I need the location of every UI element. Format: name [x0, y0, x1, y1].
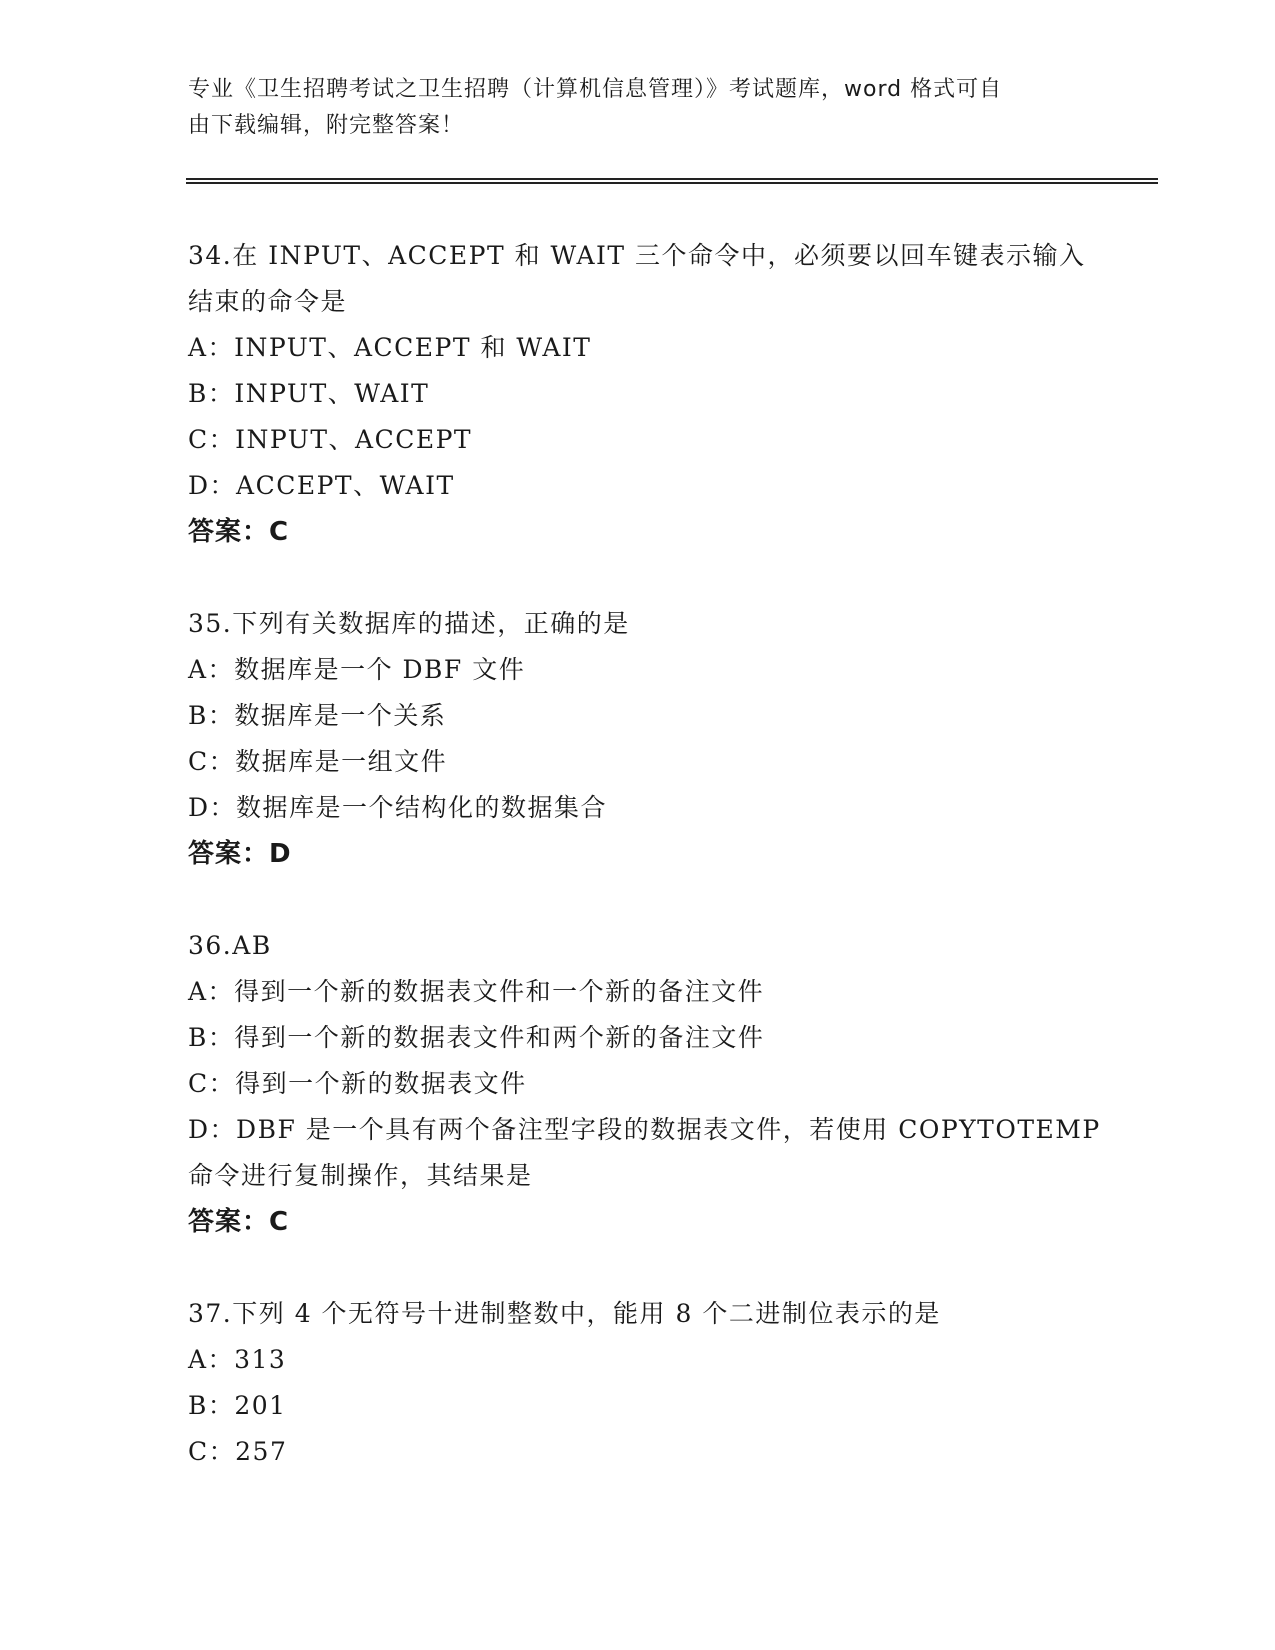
answer-option [188, 647, 1088, 693]
answer-option [188, 325, 1088, 371]
answer-key: 答案：C [188, 1207, 290, 1237]
option-key: B： [188, 701, 235, 730]
question-stem: 结束的命令是 [188, 287, 348, 316]
option-text: 313 [234, 1345, 287, 1374]
answer-option [188, 1383, 1088, 1429]
answer-option [188, 1015, 1088, 1061]
option-key: D： [188, 1115, 237, 1144]
question-block [188, 233, 1088, 555]
question-stem: 37.下列 4 个无符号十进制整数中，能用 8 个二进制位表示的是 [188, 1299, 941, 1328]
answer-option [188, 739, 1088, 785]
option-key: C： [188, 1069, 236, 1098]
header-divider [186, 178, 1158, 184]
question-block [188, 1291, 1088, 1475]
option-text: 命令进行复制操作，其结果是 [188, 1161, 533, 1190]
option-text: DBF 是一个具有两个备注型字段的数据表文件，若使用 COPYTOTEMP [236, 1115, 1101, 1144]
option-text: 数据库是一个结构化的数据集合 [236, 793, 608, 822]
option-text: 得到一个新的数据表文件 [235, 1069, 527, 1098]
question-stem: 34.在 INPUT、ACCEPT 和 WAIT 三个命令中，必须要以回车键表示输入 [188, 241, 1086, 270]
option-text: 数据库是一个关系 [234, 701, 447, 730]
header-line: 由下载编辑，附完整答案！ [188, 113, 465, 138]
option-text: INPUT、ACCEPT 和 WAIT [234, 333, 592, 362]
answer-option [188, 1429, 1088, 1475]
option-key: A： [188, 1345, 235, 1374]
question-stem: 36.AB [188, 931, 272, 960]
option-text: ACCEPT、WAIT [236, 471, 455, 500]
option-key: A： [188, 333, 235, 362]
answer-option [188, 463, 1088, 509]
option-key: B： [188, 1023, 235, 1052]
option-key: C： [188, 425, 236, 454]
answer-option [188, 969, 1088, 1015]
answer-option [188, 693, 1088, 739]
option-key: A： [188, 655, 235, 684]
option-key: D： [188, 471, 237, 500]
answer-option [188, 1337, 1088, 1383]
option-text: 201 [234, 1391, 287, 1420]
option-text: 257 [235, 1437, 288, 1466]
option-text: 得到一个新的数据表文件和一个新的备注文件 [234, 977, 765, 1006]
option-text: INPUT、ACCEPT [235, 425, 473, 454]
question-list [188, 233, 1101, 1521]
option-key: B： [188, 379, 235, 408]
option-key: C： [188, 1437, 236, 1466]
option-key: C： [188, 747, 236, 776]
answer-key: 答案：D [188, 839, 292, 869]
option-key: A： [188, 977, 235, 1006]
document-header [188, 72, 1078, 144]
answer-option [188, 371, 1088, 417]
option-text: 数据库是一个 DBF 文件 [234, 655, 526, 684]
answer-key: 答案：C [188, 517, 290, 547]
option-key: B： [188, 1391, 235, 1420]
question-block [188, 923, 1101, 1245]
option-text: 得到一个新的数据表文件和两个新的备注文件 [234, 1023, 765, 1052]
option-key: D： [188, 793, 237, 822]
option-text: INPUT、WAIT [234, 379, 430, 408]
answer-option [188, 1107, 1101, 1153]
answer-option [188, 1061, 1088, 1107]
question-stem: 35.下列有关数据库的描述，正确的是 [188, 609, 630, 638]
option-text: 数据库是一组文件 [235, 747, 448, 776]
header-line: 专业《卫生招聘考试之卫生招聘（计算机信息管理）》考试题库，word 格式可自 [188, 77, 1003, 102]
question-block [188, 601, 1088, 877]
answer-option [188, 1153, 1088, 1199]
answer-option [188, 785, 1088, 831]
answer-option [188, 417, 1088, 463]
